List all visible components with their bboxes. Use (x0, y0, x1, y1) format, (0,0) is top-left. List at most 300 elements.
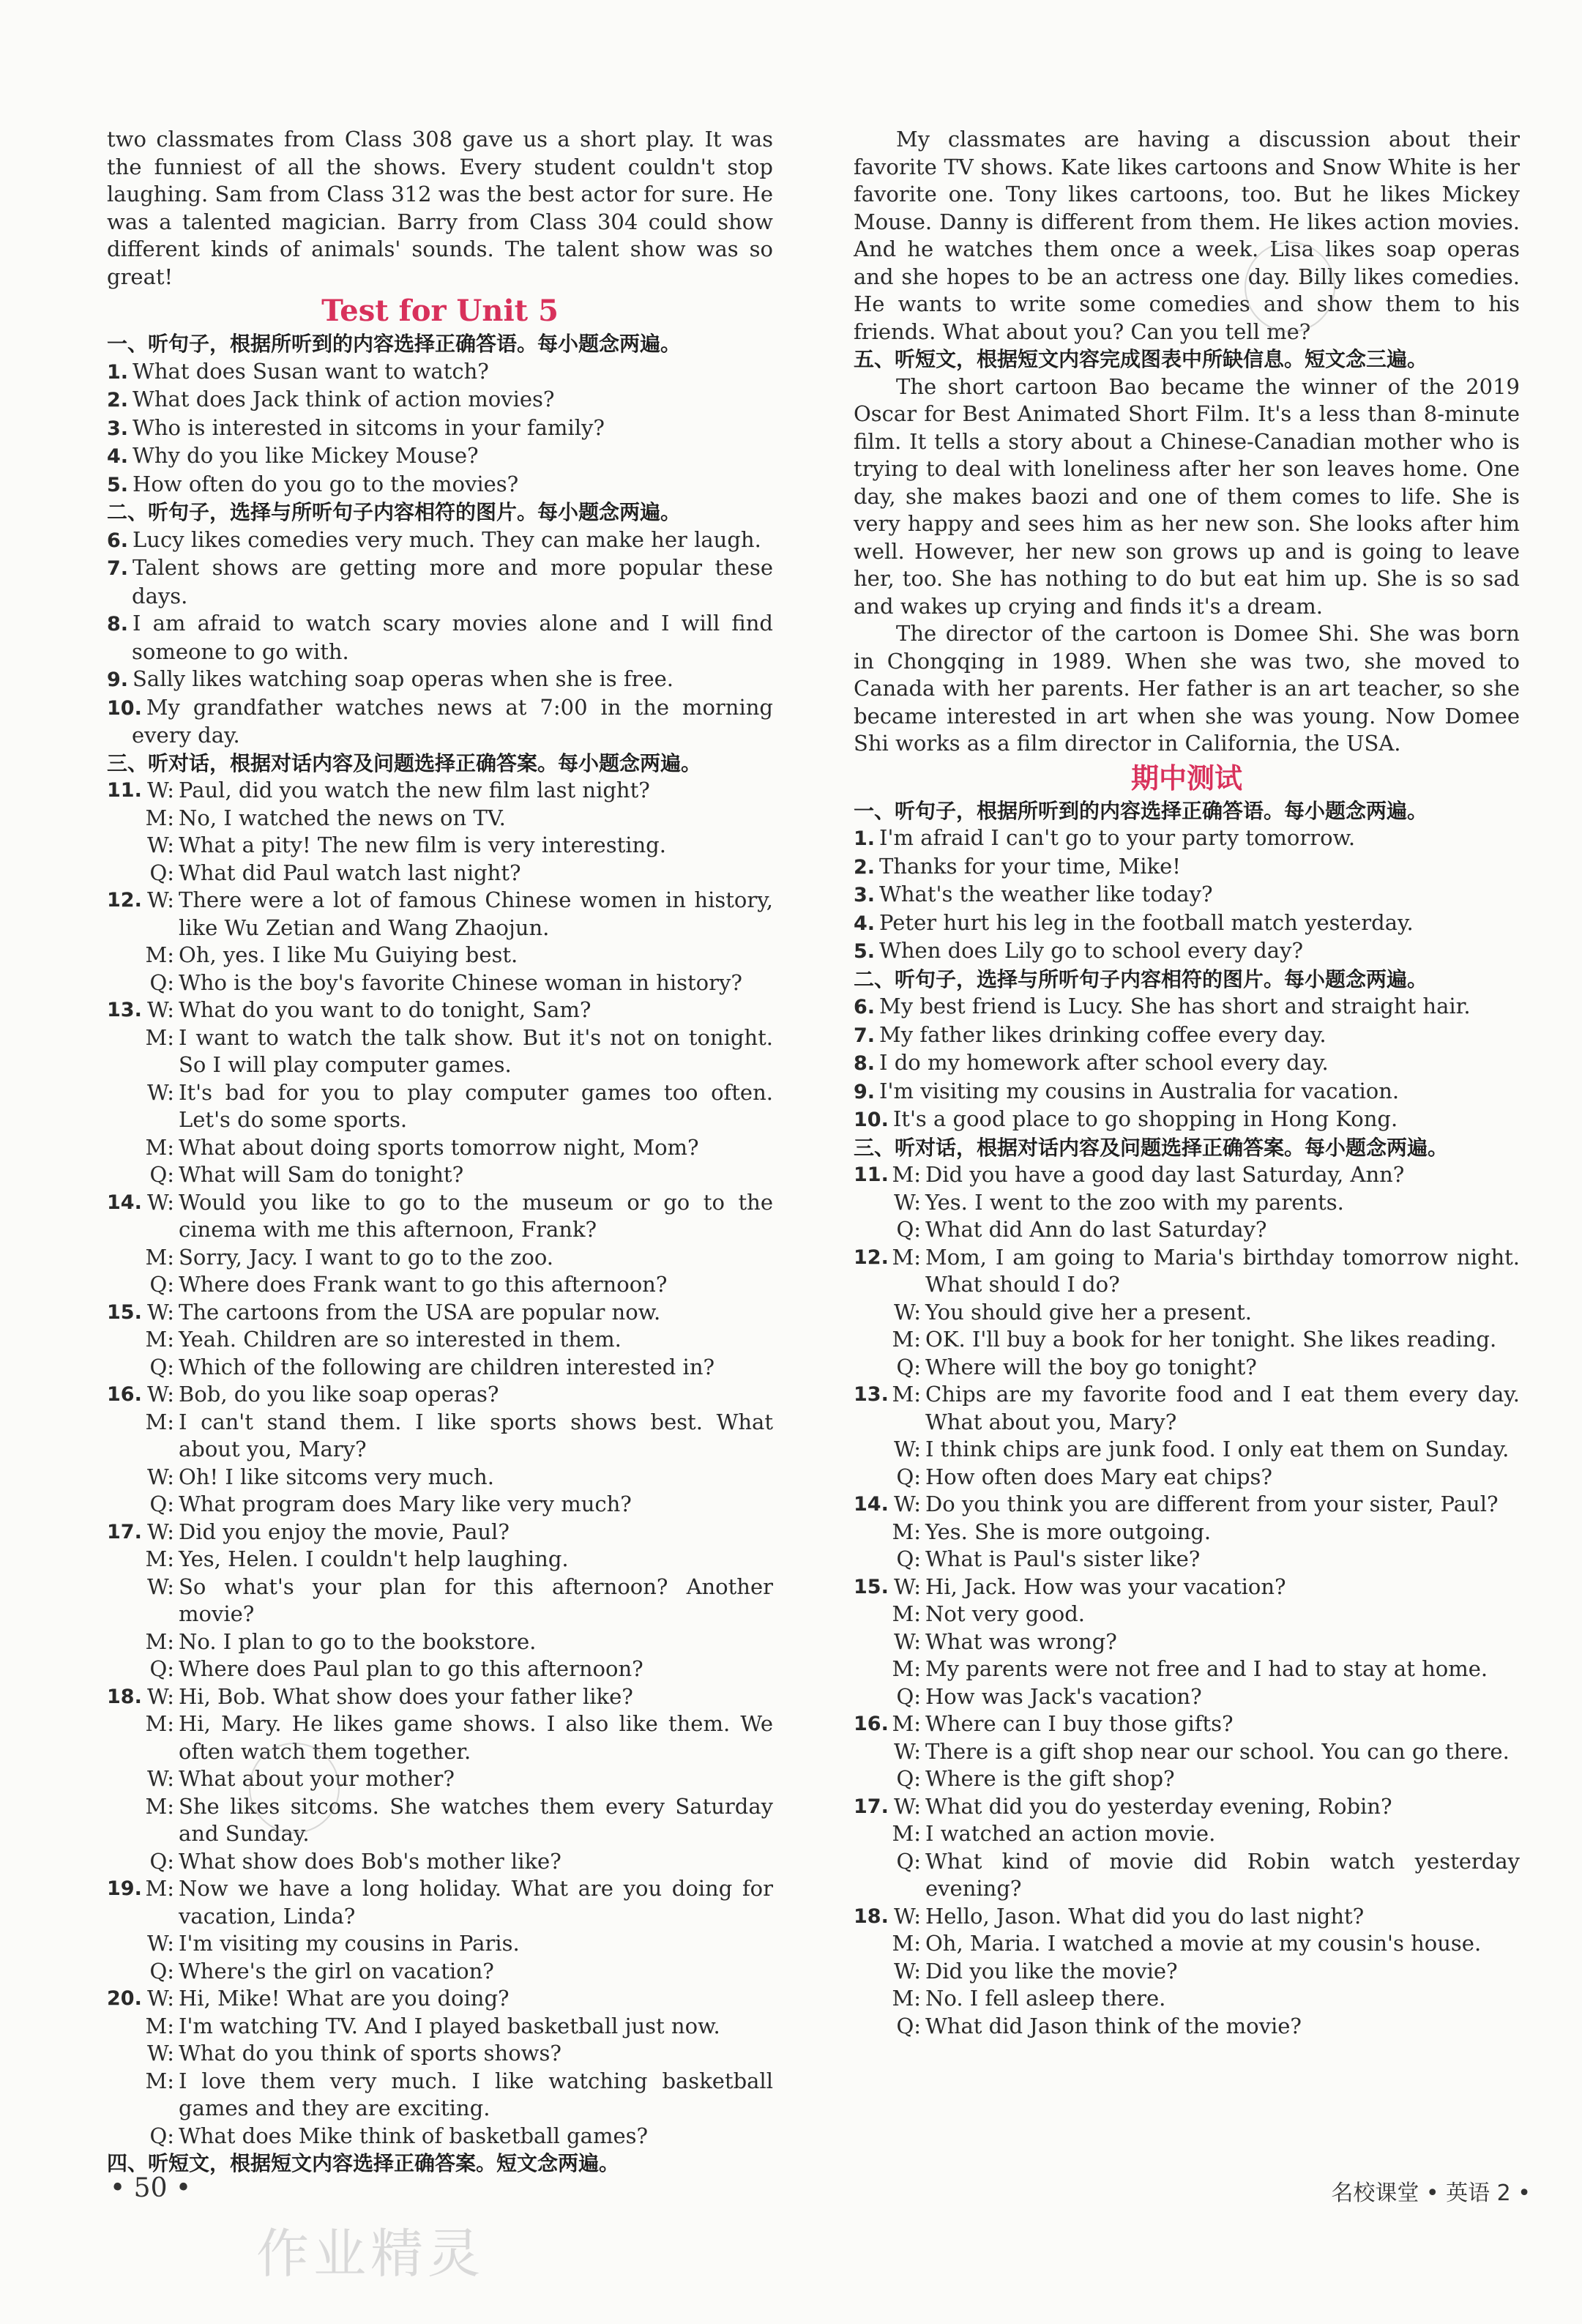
intro-paragraph: two classmates from Class 308 gave us a short play. It was the funniest of all the shows. Every student couldn't stop laughing. Sam from Class 312 was the best actor for sure. He was a talented magician. Barry from Class 304 could show different kinds of animals' sounds. The talent show was so great! (107, 127, 773, 289)
question-number: 18. (854, 1904, 889, 1928)
dialogue-item (107, 1299, 773, 1382)
number-spacer (107, 969, 141, 997)
dialogue-line (107, 969, 773, 997)
dialogue-line (854, 1573, 1520, 1601)
dialogue-line (854, 1299, 1520, 1327)
speaker-label: M: (145, 1024, 174, 1050)
dialogue-text: Where is the gift shop? (925, 1766, 1175, 1791)
question-item (854, 1106, 1520, 1134)
question-number: 13. (107, 999, 142, 1021)
dialogue-line (854, 1793, 1520, 1821)
number-spacer (107, 2040, 141, 2068)
speaker-label: M: (892, 1931, 921, 1956)
dialogue-text: What about doing sports tomorrow night, Mom? (179, 1134, 699, 1160)
question-text: Lucy likes comedies very much. They can make her laugh. (133, 526, 761, 552)
question-text: I'm visiting my cousins in Australia for vacation. (879, 1078, 1400, 1103)
number-spacer (107, 1354, 141, 1382)
question-number: 2. (854, 855, 876, 879)
speaker-label: M: (892, 1244, 921, 1270)
dialogue-text: OK. I'll buy a book for her tonight. She likes reading. (925, 1327, 1497, 1352)
question-number: 11. (854, 1163, 889, 1186)
number-spacer (107, 1628, 141, 1656)
dialogue-line (854, 1683, 1520, 1711)
question-text: What does Susan want to watch? (133, 358, 489, 384)
speaker-label: M: (145, 805, 174, 830)
dialogue-text: What is Paul's sister like? (925, 1546, 1201, 1571)
speaker-label: M: (892, 1986, 921, 2011)
speaker-label: Q: (896, 1217, 921, 1242)
dialogue-line (107, 1491, 773, 1519)
speaker-label: Q: (149, 969, 174, 995)
dialogue-text: Where can I buy those gifts? (925, 1711, 1234, 1736)
number-spacer (107, 942, 141, 969)
dialogue-line (107, 1683, 773, 1711)
number-spacer (107, 832, 141, 860)
dialogue-line (854, 1491, 1520, 1519)
dialogue-item (107, 887, 773, 997)
dialogue-text: What about your mother? (179, 1766, 455, 1791)
dialogue-line (107, 1765, 773, 1793)
dialogue-text: Yes, Helen. I couldn't help laughing. (179, 1546, 569, 1571)
dialogue-item (107, 1985, 773, 2150)
dialogue-text: Hi, Jack. How was your vacation? (925, 1573, 1286, 1599)
question-number: 10. (854, 1109, 889, 1131)
dialogue-text: Do you think you are different from your sister, Paul? (925, 1491, 1499, 1516)
speaker-label: M: (145, 2068, 174, 2093)
speaker-label: W: (893, 1958, 921, 1984)
dialogue-text: Where's the girl on vacation? (179, 1958, 494, 1984)
dialogue-line (107, 1299, 773, 1327)
number-spacer (854, 1354, 887, 1382)
question-text: Why do you like Mickey Mouse? (133, 443, 479, 468)
dialogue-text: Yes. I went to the zoo with my parents. (925, 1189, 1344, 1215)
dialogue-text: The cartoons from the USA are popular now. (179, 1299, 661, 1325)
question-text: When does Lily go to school every day? (879, 938, 1304, 963)
question-item (107, 526, 773, 555)
speaker-label: M: (145, 1711, 174, 1736)
dialogue-text: Mom, I am going to Maria's birthday tomorrow night. What should I do? (925, 1244, 1520, 1297)
question-text: Peter hurt his leg in the football match yesterday. (879, 909, 1414, 935)
dialogue-line (107, 1409, 773, 1464)
question-number: 8. (107, 613, 129, 636)
number-spacer (107, 1161, 141, 1189)
speaker-label: Q: (896, 1546, 921, 1571)
dialogue-line (854, 1820, 1520, 1848)
dialogue-text: No. I plan to go to the bookstore. (179, 1628, 537, 1654)
question-text: I'm afraid I can't go to your party tomorrow. (879, 825, 1356, 850)
number-spacer (107, 1765, 141, 1793)
dialogue-item (107, 1519, 773, 1683)
number-spacer (854, 1628, 887, 1656)
question-number: 14. (107, 1191, 142, 1214)
dialogue-line (854, 1326, 1520, 1354)
dialogue-line (107, 1381, 773, 1409)
question-number: 1. (107, 360, 129, 384)
question-number: 15. (854, 1575, 889, 1598)
speaker-label: M: (892, 1327, 921, 1352)
question-item (107, 442, 773, 471)
speaker-label: W: (893, 1299, 921, 1325)
speaker-label: W: (146, 1986, 174, 2011)
dialogue-text: Oh! I like sitcoms very much. (179, 1464, 494, 1489)
question-text: It's a good place to go shopping in Hong Kong. (892, 1106, 1398, 1131)
speaker-label: M: (145, 1546, 174, 1571)
dialogue-line (107, 1710, 773, 1765)
number-spacer (107, 2068, 141, 2123)
question-number: 2. (107, 389, 129, 411)
dialogue-list (854, 1161, 1520, 2040)
dialogue-item (107, 997, 773, 1189)
dialogue-line (854, 1765, 1520, 1793)
speaker-label: Q: (149, 1354, 174, 1379)
speaker-label: M: (892, 1162, 921, 1187)
dialogue-text: Hi, Bob. What show does your father like? (179, 1683, 633, 1709)
question-item (854, 881, 1520, 909)
left-column (107, 126, 773, 2178)
speaker-label: M: (145, 1628, 174, 1654)
section-heading: 一、听句子，根据所听到的内容选择正确答语。每小题念两遍。 (107, 332, 682, 356)
speaker-label: Q: (149, 1958, 174, 1984)
dialogue-item (854, 1710, 1520, 1793)
speaker-label: W: (146, 778, 174, 802)
dialogue-text: How was Jack's vacation? (925, 1683, 1202, 1709)
dialogue-text: There were a lot of famous Chinese women in history, like Wu Zetian and Wang Zhaojun. (179, 887, 773, 940)
dialogue-line (854, 1354, 1520, 1382)
speaker-label: Q: (149, 1162, 174, 1187)
question-number: 16. (107, 1383, 142, 1406)
dialogue-line (854, 1710, 1520, 1738)
number-spacer (854, 2013, 887, 2041)
section-heading: 三、听对话，根据对话内容及问题选择正确答案。每小题念两遍。 (107, 751, 702, 775)
dialogue-text: Sorry, Jacy. I want to go to the zoo. (179, 1244, 554, 1270)
right-column (854, 126, 1520, 2040)
speaker-label: W: (146, 1464, 174, 1489)
question-item (854, 853, 1520, 882)
dialogue-line (854, 1436, 1520, 1464)
speaker-label: W: (893, 1189, 921, 1215)
dialogue-text: You should give her a present. (925, 1299, 1252, 1325)
speaker-label: W: (146, 1573, 174, 1599)
dialogue-text: What do you think of sports shows? (179, 2041, 561, 2066)
dialogue-text: Which of the following are children interested in? (179, 1354, 715, 1379)
dialogue-line (107, 887, 773, 942)
question-text: I am afraid to watch scary movies alone and I will find someone to go with. (132, 611, 773, 664)
question-text: I do my homework after school every day. (879, 1050, 1329, 1075)
dialogue-text: Hi, Mary. He likes game shows. I also like them. We often watch them together. (179, 1711, 773, 1764)
dialogue-line (107, 777, 773, 805)
dialogue-text: I'm watching TV. And I played basketball just now. (179, 2013, 720, 2038)
question-item (107, 414, 773, 443)
number-spacer (854, 1299, 887, 1327)
dialogue-text: No. I fell asleep there. (925, 1986, 1166, 2011)
dialogue-text: It's bad for you to play computer games too often. Let's do some sports. (179, 1079, 773, 1132)
dialogue-line (107, 1573, 773, 1628)
dialogue-line (107, 1189, 773, 1244)
number-spacer (107, 805, 141, 833)
question-item (854, 937, 1520, 966)
question-item (107, 666, 773, 694)
dialogue-text: I'm visiting my cousins in Paris. (179, 1931, 520, 1956)
dialogue-text: I love them very much. I like watching basketball games and they are exciting. (179, 2068, 773, 2120)
section-heading: 四、听短文，根据短文内容选择正确答案。短文念两遍。 (107, 2151, 620, 2175)
dialogue-text: Oh, yes. I like Mu Guiying best. (179, 942, 518, 967)
dialogue-text: Yes. She is more outgoing. (925, 1519, 1212, 1544)
dialogue-text: What show does Bob's mother like? (179, 1848, 561, 1874)
question-number: 17. (107, 1520, 142, 1543)
number-spacer (107, 1024, 141, 1079)
dialogue-line (107, 1161, 773, 1189)
question-item (854, 993, 1520, 1021)
number-spacer (854, 1683, 887, 1711)
speaker-label: W: (893, 1573, 921, 1599)
dialogue-text: Bob, do you like soap operas? (179, 1382, 499, 1407)
question-list (854, 824, 1520, 966)
question-text: Talent shows are getting more and more popular these days. (132, 555, 773, 608)
dialogue-line (107, 1985, 773, 2013)
speaker-label: Q: (149, 1491, 174, 1516)
dialogue-text: Oh, Maria. I watched a movie at my cousin's house. (925, 1931, 1482, 1956)
dialogue-line (107, 2040, 773, 2068)
dialogue-line (107, 1875, 773, 1930)
question-text: My best friend is Lucy. She has short and straight hair. (879, 994, 1471, 1018)
question-number: 6. (854, 996, 876, 1018)
dialogue-line (107, 1354, 773, 1382)
question-text: What does Jack think of action movies? (133, 387, 555, 411)
dialogue-item (107, 777, 773, 887)
dialogue-text: What a pity! The new film is very interesting. (179, 833, 666, 857)
question-list (854, 993, 1520, 1134)
number-spacer (107, 1409, 141, 1464)
speaker-label: W: (146, 997, 174, 1022)
dialogue-text: Where does Frank want to go this afternoon? (179, 1272, 668, 1297)
speaker-label: W: (146, 887, 174, 912)
number-spacer (854, 1738, 887, 1766)
number-spacer (107, 2013, 141, 2041)
question-number: 3. (107, 417, 129, 440)
dialogue-text: Chips are my favorite food and I eat them every day. What about you, Mary? (925, 1382, 1520, 1434)
number-spacer (107, 1710, 141, 1765)
question-text: Who is interested in sitcoms in your family? (133, 414, 605, 440)
question-item (854, 1049, 1520, 1078)
dialogue-text: Hi, Mike! What are you doing? (179, 1986, 510, 2011)
dialogue-text: Paul, did you watch the new film last night? (179, 778, 650, 802)
question-number: 9. (107, 668, 129, 691)
number-spacer (107, 1271, 141, 1299)
dialogue-line (107, 832, 773, 860)
question-number: 14. (854, 1493, 889, 1516)
dialogue-line (854, 1381, 1520, 1436)
number-spacer (854, 1189, 887, 1217)
speaker-label: M: (892, 1382, 921, 1407)
dialogue-line (107, 2013, 773, 2041)
dialogue-item (107, 1381, 773, 1519)
number-spacer (854, 1519, 887, 1546)
question-number: 12. (107, 889, 142, 912)
dialogue-text: Would you like to go to the museum or go to the cinema with me this afternoon, Frank? (179, 1189, 773, 1242)
dialogue-text: What did you do yesterday evening, Robin? (925, 1793, 1392, 1819)
number-spacer (107, 860, 141, 887)
passage-paragraph: The short cartoon Bao became the winner of the 2019 Oscar for Best Animated Short Film. It's a less than 8-minute film. It tells a story about a Chinese-Canadian mother who is trying to deal with loneliness after her son leaves home. One day, she makes baozi and one of them comes to life. She is very happy and sees him as her new son. She looks after him well. However, her new son grows up and is going to leave her, too. She has nothing to do but eat him up. She is so sad and wakes up crying and finds it's a dream. (854, 373, 1520, 619)
question-number: 18. (107, 1685, 142, 1708)
question-number: 8. (854, 1052, 876, 1075)
speaker-label: W: (893, 1491, 921, 1516)
dialogue-text: Hello, Jason. What did you do last night? (925, 1903, 1365, 1929)
book-label: 名校课堂 • 英语 2 • (1331, 2180, 1531, 2206)
dialogue-text: Did you like the movie? (925, 1958, 1178, 1984)
speaker-label: M: (892, 1821, 921, 1846)
speaker-label: Q: (896, 1683, 921, 1709)
dialogue-line (854, 2013, 1520, 2041)
speaker-label: W: (146, 1683, 174, 1709)
question-number: 7. (854, 1024, 876, 1047)
dialogue-line (854, 1930, 1520, 1958)
speaker-label: W: (893, 1437, 921, 1461)
dialogue-line (107, 1848, 773, 1876)
speaker-label: M: (892, 1656, 921, 1681)
speaker-label: W: (893, 1903, 921, 1929)
speaker-label: W: (146, 1766, 174, 1791)
dialogue-line (854, 1628, 1520, 1656)
dialogue-text: I watched an action movie. (925, 1821, 1216, 1846)
speaker-label: M: (892, 1601, 921, 1626)
speaker-label: W: (146, 1931, 174, 1956)
question-number: 4. (854, 912, 876, 935)
dialogue-line (854, 1244, 1520, 1299)
section-heading: 五、听短文，根据短文内容完成图表中所缺信息。短文念三遍。 (854, 347, 1428, 371)
dialogue-text: I can't stand them. I like sports shows best. What about you, Mary? (179, 1409, 773, 1461)
question-number: 1. (854, 827, 876, 850)
question-number: 20. (107, 1987, 142, 2010)
dialogue-line (107, 942, 773, 969)
watermark: 作业精灵 (256, 2223, 485, 2284)
dialogue-line (107, 1546, 773, 1573)
number-spacer (107, 1326, 141, 1354)
dialogue-text: What did Ann do last Saturday? (925, 1217, 1267, 1242)
dialogue-text: My parents were not free and I had to stay at home. (925, 1656, 1488, 1681)
dialogue-line (854, 1216, 1520, 1244)
number-spacer (854, 1848, 887, 1903)
question-item (107, 694, 773, 750)
number-spacer (854, 1930, 887, 1958)
dialogue-text: What did Paul watch last night? (179, 860, 521, 885)
speaker-label: W: (146, 1079, 174, 1105)
number-spacer (854, 1820, 887, 1848)
speaker-label: Q: (896, 1354, 921, 1379)
speaker-label: W: (146, 1519, 174, 1544)
section-heading: 二、听句子，选择与所听句子内容相符的图片。每小题念两遍。 (107, 500, 682, 524)
question-number: 5. (854, 940, 876, 963)
question-list (107, 358, 773, 499)
dialogue-text: What do you want to do tonight, Sam? (179, 997, 592, 1022)
dialogue-item (107, 1875, 773, 1985)
dialogue-line (107, 1326, 773, 1354)
speaker-label: M: (145, 1327, 174, 1352)
question-item (107, 610, 773, 666)
speaker-label: W: (146, 833, 174, 857)
number-spacer (854, 1464, 887, 1491)
dialogue-line (854, 1903, 1520, 1931)
dialogue-line (854, 1985, 1520, 2013)
speaker-label: Q: (149, 1272, 174, 1297)
dialogue-line (854, 1189, 1520, 1217)
speaker-label: Q: (149, 1848, 174, 1874)
question-text: My father likes drinking coffee every day. (879, 1021, 1327, 1047)
speaker-label: W: (146, 1189, 174, 1215)
speaker-label: Q: (896, 1464, 921, 1489)
speaker-label: M: (145, 1793, 174, 1819)
stamp-mark (249, 1743, 340, 1833)
dialogue-text: What program does Mary like very much? (179, 1491, 632, 1516)
speaker-label: M: (145, 1134, 174, 1160)
speaker-label: W: (893, 1793, 921, 1819)
number-spacer (854, 1765, 887, 1793)
dialogue-item (854, 1573, 1520, 1711)
question-text: What's the weather like today? (879, 882, 1213, 906)
speaker-label: W: (146, 1299, 174, 1325)
number-spacer (107, 1656, 141, 1683)
speaker-label: W: (893, 1738, 921, 1764)
question-item (107, 554, 773, 610)
question-text: Sally likes watching soap operas when she is free. (133, 666, 674, 691)
speaker-label: Q: (149, 860, 174, 885)
question-item (854, 824, 1520, 853)
number-spacer (107, 1958, 141, 1986)
question-number: 6. (107, 529, 129, 552)
number-spacer (107, 1079, 141, 1134)
number-spacer (107, 2123, 141, 2150)
number-spacer (107, 1573, 141, 1628)
dialogue-text: Not very good. (925, 1601, 1085, 1626)
dialogue-line (107, 997, 773, 1024)
dialogue-line (854, 1601, 1520, 1628)
dialogue-line (107, 1244, 773, 1272)
question-item (107, 358, 773, 387)
passage-paragraph: My classmates are having a discussion about their favorite TV shows. Kate likes cartoons and Snow White is her favorite one. Tony likes cartoons, too. But he likes Mickey Mouse. Danny is different from them. He likes action movies. And he watches them once a week. Lisa likes soap operas and she hopes to be an actress one day. Billy likes comedies. He wants to write some comedies and show them to his friends. What about you? Can you tell me? (854, 127, 1520, 344)
dialogue-line (107, 805, 773, 833)
number-spacer (107, 1491, 141, 1519)
dialogue-line (854, 1738, 1520, 1766)
dialogue-line (107, 1271, 773, 1299)
dialogue-line (854, 1546, 1520, 1573)
dialogue-item (854, 1381, 1520, 1491)
dialogue-line (107, 1024, 773, 1079)
dialogue-line (107, 1958, 773, 1986)
dialogue-line (854, 1958, 1520, 1986)
section-heading: 三、听对话，根据对话内容及问题选择正确答案。每小题念两遍。 (854, 1135, 1449, 1160)
question-number: 12. (854, 1245, 889, 1269)
speaker-label: M: (145, 2013, 174, 2038)
dialogue-line (107, 1519, 773, 1546)
dialogue-line (107, 1134, 773, 1162)
dialogue-text: Now we have a long holiday. What are you doing for vacation, Linda? (179, 1876, 773, 1929)
dialogue-line (854, 1519, 1520, 1546)
number-spacer (107, 1848, 141, 1876)
unit-title: Test for Unit 5 (321, 294, 559, 328)
number-spacer (854, 1601, 887, 1628)
dialogue-text: Did you enjoy the movie, Paul? (179, 1519, 510, 1544)
speaker-label: M: (145, 1876, 174, 1901)
passage-paragraph: The director of the cartoon is Domee Shi. She was born in Chongqing in 1989. When she was two, she moved to Canada with her parents. Her father is an art teacher, so she became interested in art when she was young. Now Domee Shi works as a film director in California, the USA. (854, 621, 1520, 756)
question-item (107, 471, 773, 499)
dialogue-text: There is a gift shop near our school. You can go there. (925, 1738, 1510, 1764)
dialogue-text: Yeah. Children are so interested in them. (179, 1327, 622, 1352)
question-text: Thanks for your time, Mike! (879, 853, 1181, 879)
speaker-label: Q: (896, 1766, 921, 1791)
question-list (107, 526, 773, 750)
dialogue-line (854, 1656, 1520, 1683)
speaker-label: Q: (149, 1656, 174, 1681)
dialogue-line (107, 1930, 773, 1958)
